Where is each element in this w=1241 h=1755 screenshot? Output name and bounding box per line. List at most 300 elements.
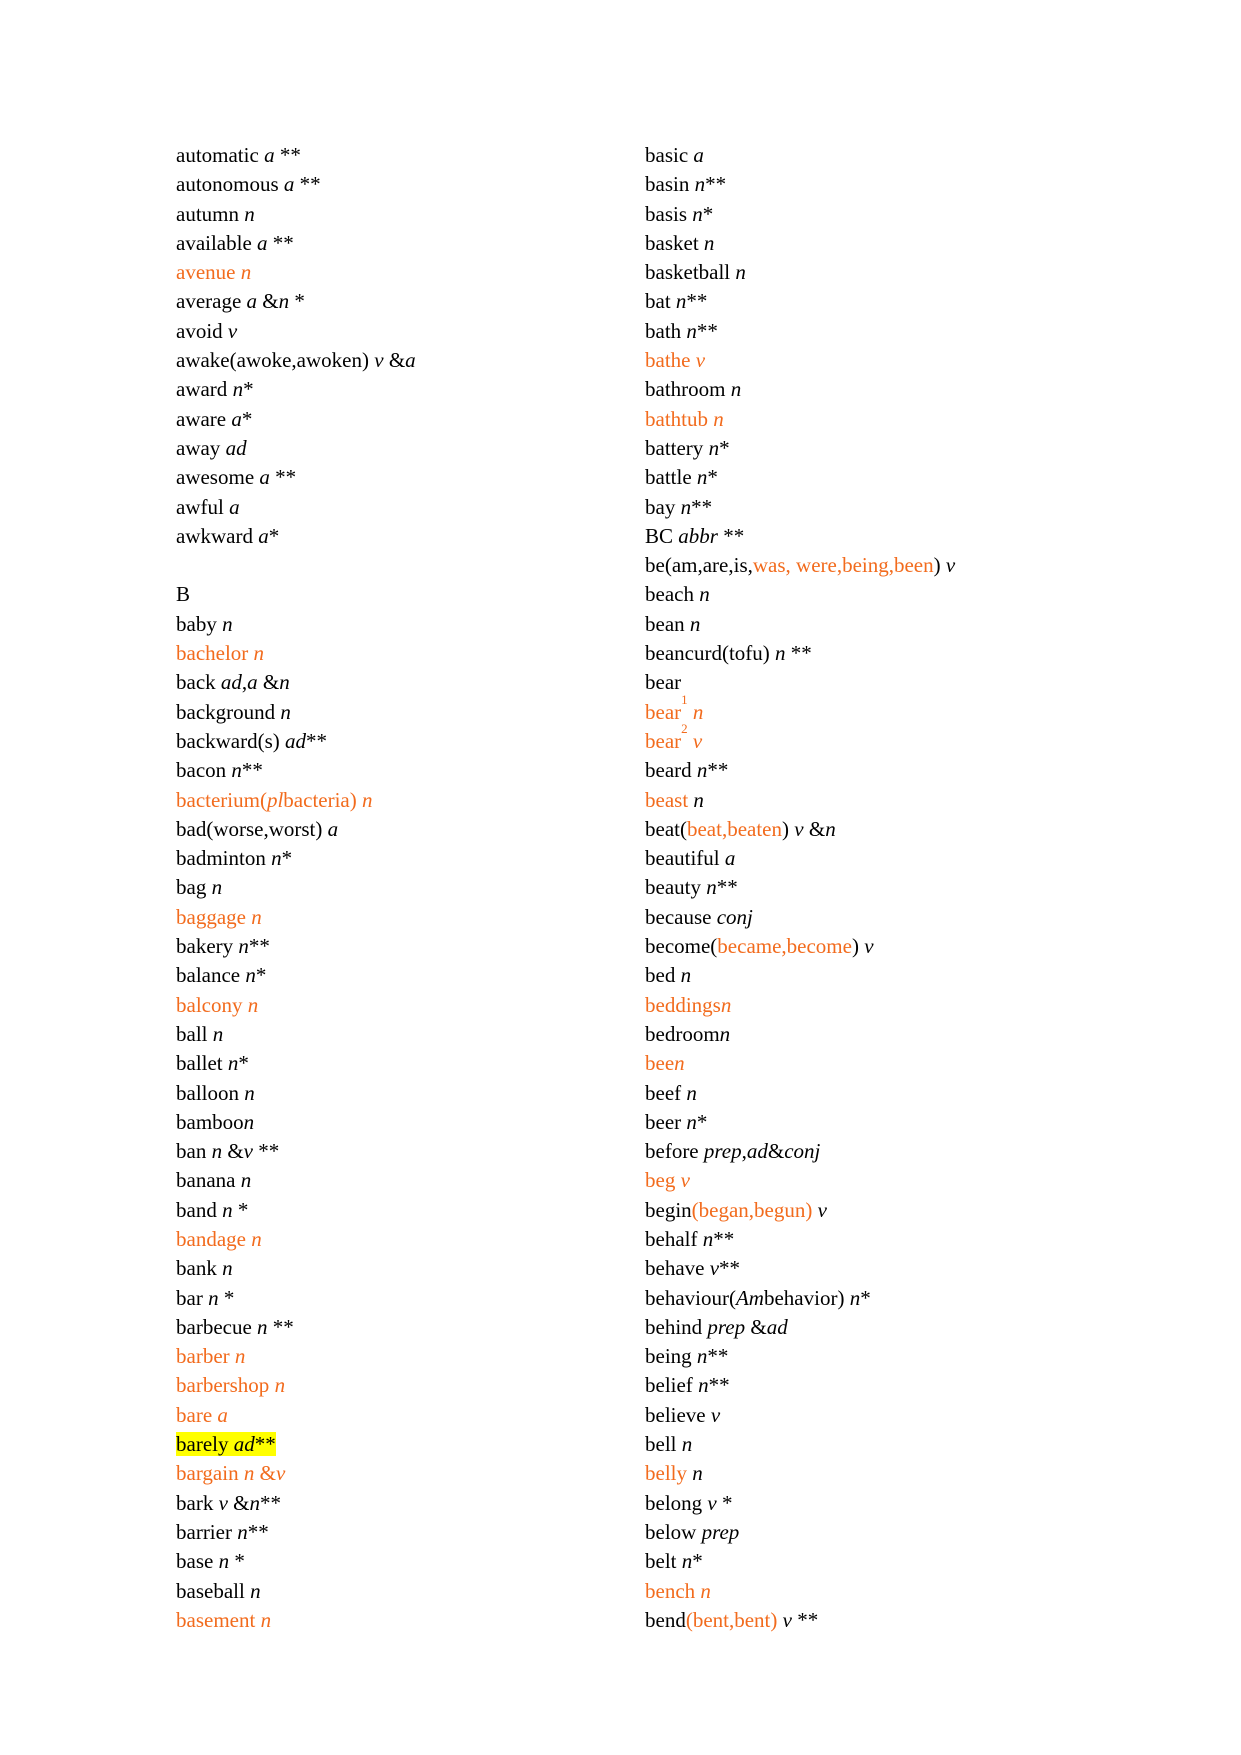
entry-text: * xyxy=(243,377,254,402)
entry-text: bacteria) xyxy=(283,787,362,812)
entry-text: bark xyxy=(176,1490,219,1515)
entry-text: back xyxy=(176,670,221,695)
entry-text: bare xyxy=(176,1402,218,1427)
part-of-speech: n xyxy=(686,1109,697,1134)
word-entry xyxy=(176,493,646,522)
part-of-speech: n xyxy=(696,1344,708,1369)
part-of-speech: n xyxy=(719,1021,731,1046)
part-of-speech: n xyxy=(244,1080,255,1105)
word-entry xyxy=(645,873,1225,902)
part-of-speech: n xyxy=(245,963,256,988)
part-of-speech: abbr xyxy=(678,523,718,548)
word-entry xyxy=(645,1489,1225,1518)
entry-text: being xyxy=(645,1344,697,1369)
entry-text: ** xyxy=(785,641,812,666)
part-of-speech: a xyxy=(258,523,269,548)
part-of-speech: n xyxy=(211,1139,223,1164)
word-entry xyxy=(645,375,1225,404)
part-of-speech: a xyxy=(229,494,240,519)
word-entry xyxy=(645,815,1225,844)
word-entry xyxy=(176,405,646,434)
entry-text: bamboo xyxy=(176,1109,244,1134)
entry-text: ** xyxy=(254,1432,276,1457)
part-of-speech: n xyxy=(238,934,249,959)
word-entry xyxy=(176,258,646,287)
part-of-speech: ad xyxy=(220,670,242,695)
entry-text: autumn xyxy=(176,201,245,226)
entry-text: * xyxy=(707,465,718,490)
entry-text: * xyxy=(692,1549,703,1574)
entry-text: ** xyxy=(294,172,321,197)
part-of-speech: n xyxy=(250,1578,261,1603)
entry-text: ** xyxy=(274,143,301,167)
part-of-speech: n xyxy=(278,289,290,314)
entry-text: , xyxy=(741,1139,747,1164)
part-of-speech: n xyxy=(231,758,242,783)
part-of-speech: n xyxy=(680,963,692,988)
entry-text: basic xyxy=(645,143,694,167)
entry-text: awful xyxy=(176,494,230,519)
entry-text: ** xyxy=(717,523,745,548)
part-of-speech: prep xyxy=(701,1519,740,1544)
entry-text: * xyxy=(218,1285,235,1310)
entry-text: bathtub xyxy=(645,406,714,431)
entry-text: & xyxy=(257,670,280,695)
part-of-speech: prep xyxy=(707,1314,746,1339)
word-entry xyxy=(176,610,646,639)
part-of-speech: n xyxy=(271,846,282,871)
entry-text: barbecue xyxy=(176,1314,258,1339)
entry-text: awkward xyxy=(176,523,259,548)
entry-text: * xyxy=(860,1285,871,1310)
entry-text: ** xyxy=(253,1139,280,1164)
part-of-speech: n xyxy=(260,1607,272,1632)
part-of-speech: n xyxy=(244,201,255,226)
entry-text: beer xyxy=(645,1109,687,1134)
entry-text: awake(awoke,awoken) xyxy=(176,348,375,373)
entry-text: bell xyxy=(645,1432,682,1457)
entry-text: ** xyxy=(260,1490,281,1515)
part-of-speech: n xyxy=(699,582,710,607)
entry-text: ** xyxy=(707,1344,729,1369)
entry-text: beautiful xyxy=(645,846,725,871)
word-entry xyxy=(645,1371,1225,1400)
entry-text: be(am,are,is, xyxy=(645,553,753,578)
part-of-speech: n xyxy=(686,318,697,343)
word-entry xyxy=(645,691,1225,727)
word-entry xyxy=(176,668,646,697)
entry-text: bedroom xyxy=(645,1021,720,1046)
entry-text: belly xyxy=(645,1461,693,1486)
part-of-speech: n xyxy=(681,1432,693,1457)
word-entry xyxy=(645,1430,1225,1459)
entry-text: ** xyxy=(241,758,263,783)
entry-text: ** xyxy=(691,494,713,519)
part-of-speech: n xyxy=(257,1314,268,1339)
part-of-speech: v xyxy=(709,1256,720,1281)
word-entry xyxy=(176,1137,646,1166)
part-of-speech: n xyxy=(212,1021,224,1046)
word-entry xyxy=(645,522,1225,551)
part-of-speech: n xyxy=(251,1226,262,1251)
part-of-speech: v xyxy=(817,1197,827,1222)
word-entry xyxy=(645,580,1225,609)
part-of-speech: n xyxy=(243,1109,255,1134)
entry-text: avenue xyxy=(176,260,241,285)
entry-text: balloon xyxy=(176,1080,245,1105)
entry-text: behave xyxy=(645,1256,710,1281)
entry-text: bag xyxy=(176,875,212,900)
left-column xyxy=(176,141,646,1635)
entry-text: background xyxy=(176,699,281,724)
word-entry xyxy=(176,463,646,492)
part-of-speech: ad xyxy=(746,1139,768,1164)
entry-text: * xyxy=(289,289,305,314)
entry-text: * xyxy=(716,1490,733,1515)
entry-text: bakery xyxy=(176,934,239,959)
word-entry xyxy=(176,1606,646,1635)
entry-text: barely xyxy=(176,1432,234,1457)
entry-text: barrier xyxy=(176,1519,238,1544)
entry-text: avoid xyxy=(176,318,228,343)
entry-text: * xyxy=(702,201,714,226)
word-entry xyxy=(645,1547,1225,1576)
entry-text: bachelor xyxy=(176,641,254,666)
entry-text: beach xyxy=(645,582,700,607)
entry-text: * xyxy=(281,846,293,871)
part-of-speech: n xyxy=(703,230,715,255)
entry-text: bathe xyxy=(645,348,696,373)
word-entry xyxy=(645,903,1225,932)
word-entry xyxy=(176,287,646,316)
part-of-speech: n xyxy=(674,1051,685,1076)
word-entry xyxy=(645,1459,1225,1488)
part-of-speech: n xyxy=(222,611,233,636)
entry-text: ** xyxy=(686,289,708,314)
word-entry xyxy=(645,668,1225,697)
entry-text: battery xyxy=(645,435,709,460)
part-of-speech: ad xyxy=(233,1432,255,1457)
entry-text: ball xyxy=(176,1021,213,1046)
word-entry xyxy=(176,1254,646,1283)
part-of-speech: ad xyxy=(766,1314,788,1339)
entry-text: bargain xyxy=(176,1461,244,1486)
word-entry xyxy=(645,141,1225,170)
part-of-speech: n xyxy=(240,260,252,285)
part-of-speech: conj xyxy=(784,1139,821,1164)
word-entry xyxy=(645,1049,1225,1078)
part-of-speech: Am xyxy=(735,1285,764,1310)
entry-text: because xyxy=(645,904,717,929)
word-entry xyxy=(645,463,1225,492)
entry-text: * xyxy=(255,963,267,988)
entry-text: beddings xyxy=(645,992,721,1017)
part-of-speech: v xyxy=(864,934,874,959)
word-entry xyxy=(645,200,1225,229)
part-of-speech: a xyxy=(283,172,295,197)
part-of-speech: n xyxy=(243,1461,255,1486)
part-of-speech: n xyxy=(698,1373,709,1398)
word-entry xyxy=(176,317,646,346)
part-of-speech: n xyxy=(253,641,265,666)
part-of-speech: n xyxy=(730,377,742,402)
entry-text: , xyxy=(241,670,248,695)
part-of-speech: n xyxy=(700,1578,711,1603)
entry-text: base xyxy=(176,1549,219,1574)
word-entry xyxy=(176,346,646,375)
part-of-speech: n xyxy=(680,494,692,519)
part-of-speech: n xyxy=(825,816,836,841)
entry-text: basis xyxy=(645,201,693,226)
part-of-speech: n xyxy=(227,1051,239,1076)
entry-text: barbershop xyxy=(176,1373,275,1398)
word-entry xyxy=(645,1079,1225,1108)
entry-text: bear xyxy=(645,728,682,753)
entry-text: banana xyxy=(176,1168,241,1193)
entry-text: beard xyxy=(645,758,697,783)
word-entry xyxy=(176,698,646,727)
word-entry xyxy=(176,991,646,1020)
word-entry xyxy=(176,1547,646,1576)
entry-text: begin xyxy=(645,1197,692,1222)
word-entry xyxy=(176,1459,646,1488)
word-entry xyxy=(645,610,1225,639)
part-of-speech: n xyxy=(735,260,746,285)
part-of-speech: a xyxy=(259,465,270,490)
entry-text: baby xyxy=(176,611,223,636)
entry-text: became,become xyxy=(717,934,852,959)
entry-text: & xyxy=(222,1139,244,1164)
part-of-speech: a xyxy=(264,143,275,167)
word-entry xyxy=(645,287,1225,316)
entry-text: (began,begun) xyxy=(691,1197,813,1222)
word-entry xyxy=(645,1108,1225,1137)
entry-text: award xyxy=(176,377,233,402)
entry-text: (bent,bent) xyxy=(685,1607,778,1632)
word-entry xyxy=(176,1020,646,1049)
word-entry xyxy=(645,170,1225,199)
part-of-speech: n xyxy=(274,1373,286,1398)
word-entry xyxy=(645,1137,1225,1166)
part-of-speech: n xyxy=(692,201,703,226)
part-of-speech: v xyxy=(692,728,703,753)
word-entry xyxy=(645,1518,1225,1547)
word-entry xyxy=(645,1254,1225,1283)
part-of-speech: a xyxy=(257,230,268,255)
word-entry xyxy=(645,493,1225,522)
entry-text: & xyxy=(383,348,406,373)
part-of-speech: n xyxy=(218,1549,230,1574)
entry-text: ** xyxy=(267,230,294,255)
word-entry xyxy=(176,434,646,463)
entry-text: & xyxy=(257,289,279,314)
word-entry xyxy=(645,991,1225,1020)
part-of-speech: v xyxy=(710,1402,721,1427)
entry-text: bank xyxy=(176,1256,223,1281)
entry-text: * xyxy=(241,406,253,431)
part-of-speech: n xyxy=(708,435,720,460)
part-of-speech: n xyxy=(702,1226,714,1251)
part-of-speech: n xyxy=(232,377,244,402)
entry-text: beat,beaten xyxy=(686,816,783,841)
word-entry xyxy=(176,756,646,785)
entry-text: belong xyxy=(645,1490,708,1515)
part-of-speech: v xyxy=(680,1168,690,1193)
entry-text: basin xyxy=(645,172,695,197)
word-entry xyxy=(645,1166,1225,1195)
part-of-speech: v xyxy=(782,1607,792,1632)
entry-text: ** xyxy=(716,875,738,900)
part-of-speech: n xyxy=(208,1285,219,1310)
part-of-speech: n xyxy=(696,758,708,783)
entry-text: aware xyxy=(176,406,232,431)
entry-text: & xyxy=(745,1314,767,1339)
entry-text: * xyxy=(268,523,280,548)
entry-text: ** xyxy=(707,758,729,783)
entry-text: behavior) xyxy=(763,1285,850,1310)
word-entry xyxy=(176,1049,646,1078)
entry-text: beancurd(tofu) xyxy=(645,641,776,666)
word-entry xyxy=(645,346,1225,375)
entry-text: baggage xyxy=(176,904,252,929)
part-of-speech: pl xyxy=(266,787,284,812)
part-of-speech: v xyxy=(218,1490,228,1515)
entry-text: * xyxy=(229,1549,245,1574)
word-entry xyxy=(176,229,646,258)
word-entry xyxy=(176,815,646,844)
word-entry xyxy=(176,1079,646,1108)
part-of-speech: ad xyxy=(285,728,307,753)
part-of-speech: n xyxy=(280,699,291,724)
part-of-speech: n xyxy=(693,787,704,812)
entry-text: & xyxy=(767,1139,785,1164)
word-entry xyxy=(645,786,1225,815)
part-of-speech: v xyxy=(374,348,384,373)
entry-text: balcony xyxy=(176,992,248,1017)
word-entry xyxy=(645,639,1225,668)
part-of-speech: prep xyxy=(703,1139,742,1164)
entry-text: battle xyxy=(645,465,697,490)
part-of-speech: n xyxy=(237,1519,248,1544)
word-entry xyxy=(176,1401,646,1430)
entry-text: bath xyxy=(645,318,687,343)
entry-text: beef xyxy=(645,1080,687,1105)
part-of-speech: conj xyxy=(716,904,753,929)
word-entry xyxy=(176,639,646,668)
part-of-speech: n xyxy=(247,992,259,1017)
word-entry xyxy=(176,141,646,170)
word-entry xyxy=(645,1225,1225,1254)
entry-text: available xyxy=(176,230,258,255)
word-entry xyxy=(176,1313,646,1342)
word-entry xyxy=(645,932,1225,961)
word-entry xyxy=(645,1577,1225,1606)
entry-text: behind xyxy=(645,1314,708,1339)
entry-text: basket xyxy=(645,230,704,255)
word-entry xyxy=(176,1166,646,1195)
part-of-speech: ad xyxy=(225,435,247,460)
entry-text: away xyxy=(176,435,226,460)
entry-text: ** xyxy=(791,1607,819,1632)
entry-text: bay xyxy=(645,494,681,519)
entry-text: * xyxy=(719,435,730,460)
word-entry xyxy=(176,1577,646,1606)
part-of-speech: v xyxy=(243,1139,253,1164)
entry-text: beg xyxy=(645,1168,681,1193)
part-of-speech: n xyxy=(689,611,701,636)
word-entry xyxy=(176,1518,646,1547)
part-of-speech: a xyxy=(405,348,416,373)
word-entry xyxy=(176,375,646,404)
entry-text: basketball xyxy=(645,260,736,285)
entry-text: bacon xyxy=(176,758,232,783)
entry-text: behalf xyxy=(645,1226,703,1251)
word-entry xyxy=(176,1284,646,1313)
word-entry xyxy=(645,720,1225,756)
entry-text: become( xyxy=(645,934,718,959)
part-of-speech: n xyxy=(692,699,704,724)
word-entry xyxy=(176,1371,646,1400)
entry-text: was, were,being,been xyxy=(752,553,934,578)
entry-text: balance xyxy=(176,963,246,988)
word-entry xyxy=(176,1489,646,1518)
part-of-speech: n xyxy=(251,904,262,929)
word-entry xyxy=(645,258,1225,287)
entry-text: backward(s) xyxy=(176,728,286,753)
entry-text: ** xyxy=(267,1314,294,1339)
word-entry xyxy=(176,727,646,756)
entry-text: bench xyxy=(645,1578,701,1603)
entry-text: basement xyxy=(176,1607,261,1632)
entry-text: belief xyxy=(645,1373,699,1398)
part-of-speech: n xyxy=(694,172,706,197)
entry-text: ) xyxy=(851,934,865,959)
word-entry xyxy=(176,1342,646,1371)
part-of-speech: n xyxy=(222,1256,233,1281)
part-of-speech: v xyxy=(275,1461,286,1486)
part-of-speech: n xyxy=(222,1197,233,1222)
word-entry xyxy=(645,229,1225,258)
entry-text: badminton xyxy=(176,846,272,871)
part-of-speech: n xyxy=(240,1168,252,1193)
part-of-speech: v xyxy=(707,1490,717,1515)
entry-text: ) xyxy=(782,816,795,841)
part-of-speech: n xyxy=(279,670,290,695)
entry-text: ** xyxy=(719,1256,741,1281)
entry-text: ** xyxy=(269,465,297,490)
word-entry xyxy=(176,170,646,199)
entry-text: bed xyxy=(645,963,681,988)
word-entry xyxy=(645,844,1225,873)
entry-text: awesome xyxy=(176,465,260,490)
word-entry xyxy=(176,961,646,990)
entry-text: average xyxy=(176,289,247,314)
word-entry xyxy=(645,1401,1225,1430)
part-of-speech: n xyxy=(686,1080,697,1105)
part-of-speech: n xyxy=(211,875,223,900)
right-column xyxy=(645,141,1225,1635)
entry-text: barber xyxy=(176,1344,235,1369)
part-of-speech: n xyxy=(234,1344,246,1369)
word-entry xyxy=(176,786,646,815)
word-entry xyxy=(645,1606,1225,1635)
entry-text: bear xyxy=(645,699,682,724)
entry-text: before xyxy=(645,1139,704,1164)
part-of-speech: n xyxy=(692,1461,703,1486)
part-of-speech: n xyxy=(775,641,786,666)
part-of-speech: v xyxy=(227,318,238,343)
entry-text: beat( xyxy=(645,816,687,841)
